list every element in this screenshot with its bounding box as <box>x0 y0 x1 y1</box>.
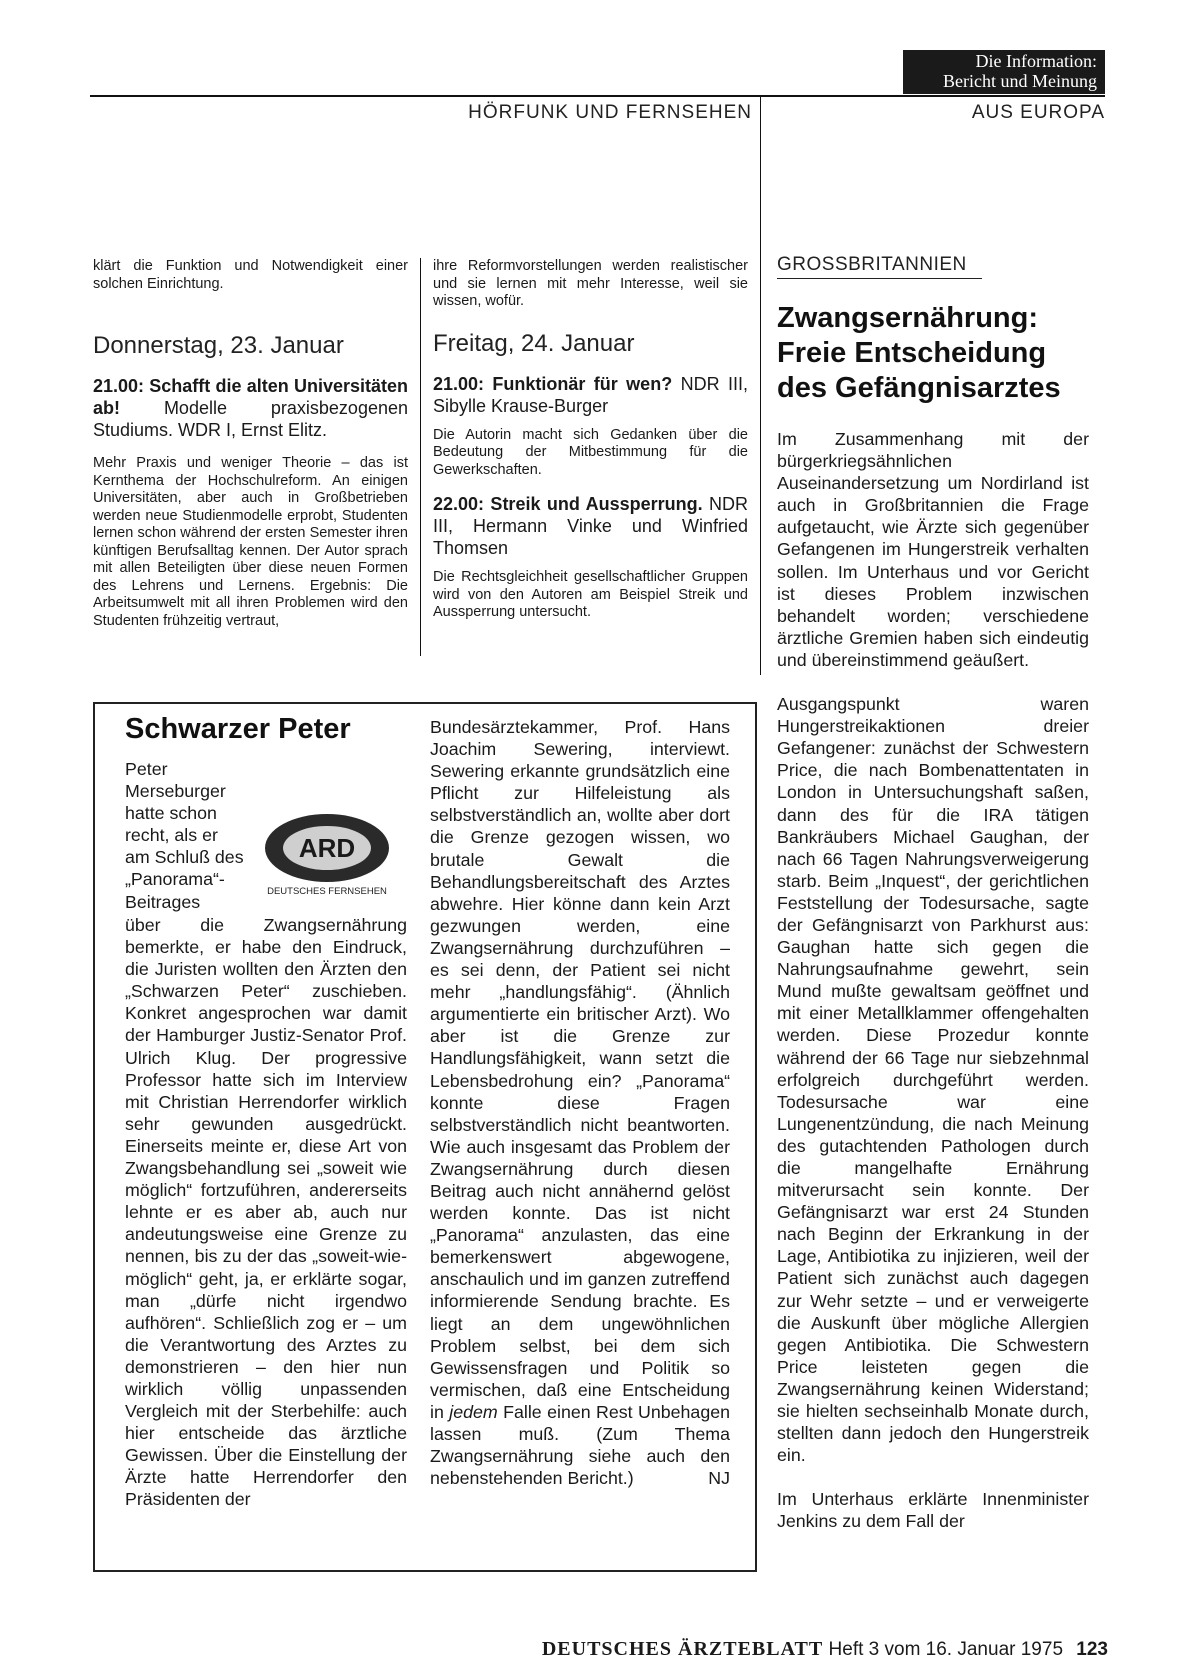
box-signature: NJ <box>708 1468 730 1489</box>
page-number: 123 <box>1076 1639 1108 1660</box>
ard-logo-text: ARD <box>298 833 356 863</box>
section-badge <box>903 50 1105 94</box>
report-article <box>777 254 1089 1533</box>
box-text: Falle einen Rest Unbehagen lassen muß. (Zum Thema Zwangsernährung siehe auch den nebenstehenden Bericht.) <box>430 1401 730 1489</box>
wrap-line: am Schluß des <box>125 847 244 868</box>
program-title: 21.00: Funktionär für wen? <box>433 373 673 394</box>
col2-intro: ihre Reformvorstellungen werden realistischer und sie lernen mit mehr Interesse, weil sie wissen, wofür. <box>433 258 748 309</box>
wrap-line: Beitrages <box>125 891 201 912</box>
program-entry <box>433 373 748 417</box>
header-rule <box>90 95 1105 97</box>
headline-line: Freie Entscheidung <box>777 337 1047 369</box>
badge-line-1: Die Information: <box>975 51 1097 71</box>
wrap-line: recht, als er <box>125 825 218 846</box>
day-heading-thursday: Donnerstag, 23. Januar <box>93 332 344 359</box>
box-text: Bundesärztekammer, Prof. Hans Joachim Sewering, interviewt. Sewering erkannte grundsätzlich eine Pflicht zur Hilfeleistung als selbstverständlich an, wollte aber dort die Grenze gezogen wissen, wo brutale Gewalt die Behandlungsbereitschaft des Arztes abwehre. Hier könne dann kein Arzt gezwungen werden, eine Zwangsernährung durchzuführen – es sei denn, der Patient sei nicht mehr „handlungsfähig“. (Ähnlich argumentierte ein britischer Arzt). Wo aber ist die Grenze zur Handlungsfähigkeit, wann setzt die Lebensbedrohung ein? „Panorama“ konnte diese Fragen selbstverständlich nicht beantworten. Wie auch insgesamt das Problem der Zwangsernährung durch diesen Beitrag auch nicht annähernd gelöst werden konnte. Das ist nicht „Panorama“ anzulasten, das eine bemerkenswert abgewogene, anschaulich und im ganzen zutreffend informierende Sendung brachte. Es liegt an dem ungewöhnlichen Problem selbst, bei dem sich Gewissensfragen und Politik so vermischen, daß eine Entscheidung in <box>430 717 730 1422</box>
wrap-line: Merseburger <box>125 781 226 802</box>
wrap-line: hatte schon <box>125 803 217 824</box>
column-divider <box>760 275 761 675</box>
box-emphasis: jedem <box>449 1401 498 1422</box>
box-paragraph <box>430 716 730 1489</box>
program-meta: NDR III, Hermann Vinke und Winfried Thomsen <box>433 494 748 558</box>
ard-logo-caption: DEUTSCHES FERNSEHEN <box>267 886 387 896</box>
article-paragraph: Ausgangspunkt waren Hungerstreikaktionen dreier Gefangener: zunächst der Schwestern Price, die nach Bombenattentaten in London in Untersuchungshaft saßen, dann des für die IRA tätigen Bankräubers Michael Gaughan, der nach 66 Tagen Nahrungsverweigerung starb. Beim „Inquest“, der gerichtlichen Feststellung der Todesursache, sagte der Gefängnisarzt von Parkhurst aus: Gaughan hatte sich gegen die Nahrungsaufnahme gewehrt, sein Mund mußte gewaltsam geöffnet und mit einer Metallklammer offengehalten werden. Diese Prozedur konnte während der 66 Tage nur siebzehnmal erfolgreich durchgeführt werden. Todesursache war eine Lungenentzündung, die nach Meinung des gutachtenden Pathologen durch die mangelhafte Ernährung mitverursacht sein konnte. Der Gefängnisarzt war erst 24 Stunden nach Beginn der Erkrankung in der Lage, Antibiotika zu injizieren, weil der Patient sich zunächst auch dagegen zur Wehr setzte – und er verweigerte die Auskunft über mögliche Allergien gegen Antibiotika. Die Schwestern Price leisteten gegen die Zwangsernährung keinen Widerstand; sie hielten sechseinhalb Monate durch, stellten dann jedoch den Hungerstreik ein. <box>777 694 1089 1466</box>
headline-line: des Gefängnisarztes <box>777 372 1061 404</box>
program-title: 22.00: Streik und Aussperrung. <box>433 494 703 514</box>
journal-name: DEUTSCHES ÄRZTEBLATT <box>541 1638 824 1660</box>
program-title: 21.00: Schafft die alten Universitäten ab! <box>93 376 408 418</box>
header-divider <box>760 97 761 275</box>
country-kicker: GROSSBRITANNIEN <box>777 254 982 279</box>
section-label-left: HÖRFUNK UND FERNSEHEN <box>468 102 752 123</box>
program-meta: NDR III, Sibylle Krause-Burger <box>433 373 748 416</box>
column-divider <box>420 258 421 656</box>
program-description: Die Autorin macht sich Gedanken über die Bedeutung der Mitbestimmung für die Gewerkschaften. <box>433 426 748 478</box>
wrap-line: Peter <box>125 759 168 779</box>
headline-line: Zwangsernährung: <box>777 302 1039 334</box>
program-column-thursday <box>93 258 408 630</box>
box-left-column: über die Zwangsernährung bemerkte, er habe den Eindruck, die Juristen wollten den Ärzten den „Schwarzen Peter“ zuschieben. Konkret angesprochen war damit der Hamburger Justiz-Senator Prof. Ulrich Klug. Der progressive Professor hatte sich im Interview mit Christian Herrendorfer wirklich sehr gewunden ausgedrückt. Einerseits meinte er, diese Art von Zwangsbehandlung sei „soweit wie möglich“ fortzuführen, andererseits lehnte er es aber ab, auch nur andeutungsweise eine Grenze zu nennen, bis zu der das „soweit-wie-möglich“ geht, ja, er erklärte sogar, man „dürfe nicht irgendwo aufhören“. Schließlich zog er – um die Verantwortung des Arztes zu demonstrieren – den hier nun wirklich völlig unpassenden Vergleich mit der Sterbehilfe: auch hier entscheide das ärztliche Gewissen. Über die Einstellung der Ärzte hatte Herrendorfer den Präsidenten der <box>125 915 407 1510</box>
issue-info: Heft 3 vom 16. Januar 1975 <box>828 1639 1064 1660</box>
badge-line-2: Bericht und Meinung <box>943 71 1097 91</box>
program-meta: Modelle praxisbezogenen Studiums. WDR I, Ernst Elitz. <box>93 398 408 440</box>
page-footer <box>478 1638 1108 1661</box>
day-heading-friday: Freitag, 24. Januar <box>433 329 635 357</box>
program-entry <box>93 375 408 441</box>
program-column-friday <box>433 258 748 622</box>
box-title: Schwarzer Peter <box>125 713 351 745</box>
article-headline <box>777 301 1089 406</box>
wrap-line: „Panorama“- <box>125 869 225 890</box>
article-paragraph: Im Unterhaus erklärte Innenminister Jenkins zu dem Fall der <box>777 1489 1089 1532</box>
section-label-right: AUS EUROPA <box>971 102 1105 123</box>
box-right-column <box>430 716 730 1489</box>
program-description: Mehr Praxis und weniger Theorie – das ist Kernthema der Hochschulreform. An einigen Universitäten, aber auch in Großbetrieben werden neue Studienmodelle erprobt, Studenten lernen schon während der ersten Semester ihren künftigen Berufsalltag kennen. Der Autor sprach mit allen Beteiligten über diese neuen Formen des Lehrens und Lernens. Ergebnis: Die Arbeitsumwelt mit all ihren Problemen wird den Studenten frühzeitig vertraut, <box>93 455 408 629</box>
col1-intro: klärt die Funktion und Notwendigkeit einer solchen Einrichtung. <box>93 258 408 292</box>
article-paragraph: Im Zusammenhang mit der bürgerkriegsähnlichen Auseinandersetzung um Nordirland ist auch in Großbritannien die Frage aufgetaucht, wie Ärzte sich gegenüber Gefangenen im Hungerstreik verhalten sollen. Im Unterhaus und vor Gericht ist dieses Problem inzwischen behandelt worden; verschiedene ärztliche Gremien haben sich eindeutig und übereinstimmend geäußert. <box>777 429 1089 670</box>
program-description: Die Rechtsgleichheit gesellschaftlicher Gruppen wird von den Autoren am Beispiel Streik und Aussperrung untersucht. <box>433 569 748 620</box>
program-entry <box>433 493 748 559</box>
box-wrap-lines <box>125 758 305 913</box>
